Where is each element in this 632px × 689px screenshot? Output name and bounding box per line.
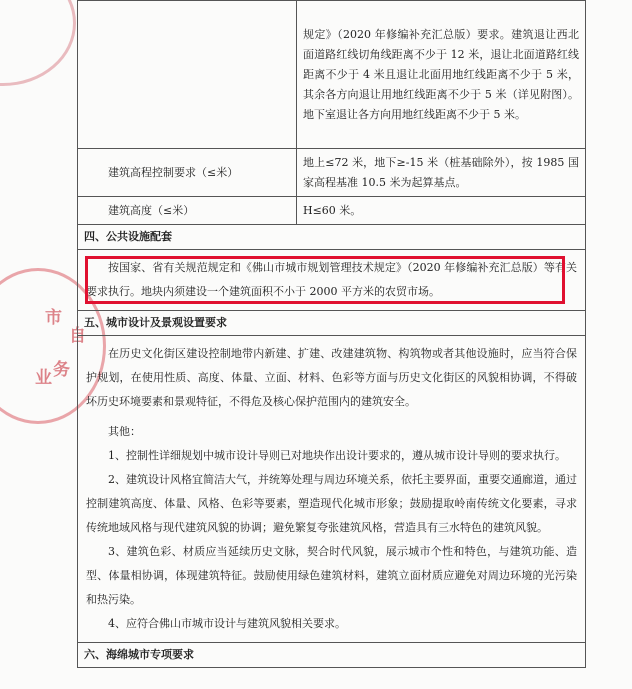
building-height-value: H≤60 米。 bbox=[297, 197, 586, 225]
section-5-paragraph: 在历史文化街区建设控制地带内新建、扩建、改建建筑物、构筑物或者其他设施时，应当符合保护规划，在使用性质、高度、体量、立面、材料、色彩等方面与历史文化街区的风貌相协调，不得破坏历史环境要素和景观特征，不得危及核心保护范围内的建筑安全。 bbox=[86, 347, 577, 408]
section-5-paragraph: 3、建筑色彩、材质应当延续历史文脉，契合时代风貌，展示城市个性和特色，与建筑功能、造型、体量相协调，体现建筑特征。鼓励使用绿色建筑材料，建筑立面材质应避免对周边环境的光污染和热污染。 bbox=[86, 545, 577, 606]
seal-char: 务 bbox=[53, 360, 70, 380]
section-5-paragraph: 其他： bbox=[108, 425, 141, 438]
section-5-title: 五、城市设计及景观设置要求 bbox=[78, 311, 586, 336]
height-control-label: 建筑高程控制要求（≤米） bbox=[78, 149, 297, 197]
section-5-paragraph: 4、应符合佛山市城市设计与建筑风貌相关要求。 bbox=[108, 617, 346, 630]
section-6-title: 六、海绵城市专项要求 bbox=[78, 643, 586, 668]
seal-char: 自 bbox=[69, 326, 86, 346]
section-4-title: 四、公共设施配套 bbox=[78, 225, 586, 250]
seal-char: 业 bbox=[35, 368, 52, 388]
section-5-paragraph: 1、控制性详细规划中城市设计导则已对地块作出设计要求的，遵从城市设计导则的要求执行。 bbox=[108, 449, 566, 462]
height-control-value: 地上≤72 米，地下≥-15 米（桩基础除外），按 1985 国家高程基准 10.5 米为起算基点。 bbox=[297, 149, 586, 197]
section-5-paragraph: 2、建筑设计风格宜简洁大气，并统筹处理与周边环境关系，依托主要界面，重要交通廊道，通过控制建筑高度、体量、风格、色彩等要素，塑造现代化城市形象；鼓励提取岭南传统文化要素，寻求传统地域风格与现代建筑风貌的协调；避免繁复夸张建筑风格，营造具有三水特色的建筑风貌。 bbox=[86, 473, 577, 534]
official-seal-top bbox=[0, 0, 76, 86]
planning-conditions-table bbox=[77, 0, 586, 668]
highlight-box bbox=[85, 256, 565, 304]
setback-label-cell bbox=[78, 1, 297, 149]
seal-char: 市 bbox=[45, 308, 62, 328]
section-4-text: 按国家、省有关规范规定和《佛山市城市规划管理技术规定》（2020 年修编补充汇总版）等有关要求执行。地块内须建设一个建筑面积不小于 2000 平方米的农贸市场。 bbox=[86, 261, 577, 298]
building-height-label: 建筑高度（≤米） bbox=[78, 197, 297, 225]
setback-value: 规定》（2020 年修编补充汇总版）要求。建筑退让西北面道路红线切角线距离不少于 12 米，退让北面道路红线距离不少于 4 米且退让北面用地红线距离不少于 5 米，其余各方向退让用地红线距离不少于 5 米（详见附图）。地下室退让各方向用地红线距离不少于 5 米。 bbox=[297, 1, 586, 149]
section-5-body bbox=[78, 336, 586, 643]
